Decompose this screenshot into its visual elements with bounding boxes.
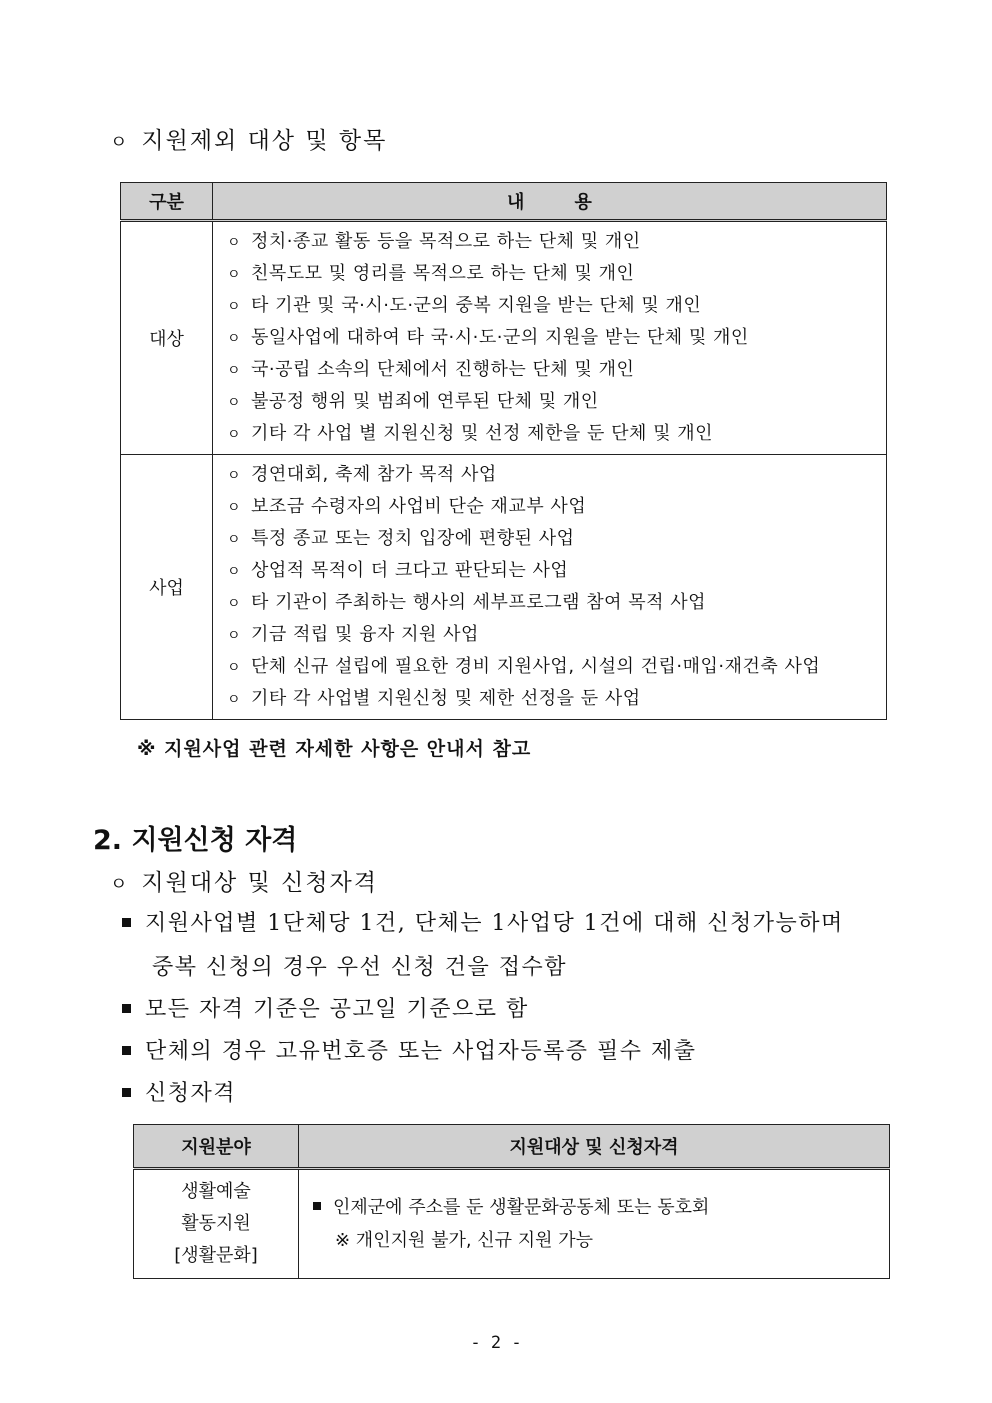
list-item: ㅇ 단체 신규 설립에 필요한 경비 지원사업, 시설의 건립·매입·재건축 사업: [227, 651, 886, 683]
list-item: ㅇ 불공정 행위 및 범죄에 연루된 단체 및 개인: [227, 386, 886, 418]
list-item: ㅇ 타 기관 및 국·시·도·군의 중복 지원을 받는 단체 및 개인: [227, 290, 886, 322]
section-title: 2. 지원신청 자격: [93, 825, 298, 856]
circle-bullet-icon: ㅇ: [227, 395, 242, 411]
table-row: [121, 455, 887, 720]
list-item: ㅇ 특정 종교 또는 정치 입장에 편향된 사업: [227, 523, 886, 555]
list-item: ㅇ 기타 각 사업별 지원신청 및 제한 선정을 둔 사업: [227, 683, 886, 715]
section-subheading: ㅇ 지원대상 및 신청자격: [110, 870, 378, 896]
exclusion-heading: ㅇ 지원제외 대상 및 항목: [110, 128, 388, 154]
circle-bullet-icon: ㅇ: [227, 235, 242, 251]
bullet-item: 모든 자격 기준은 공고일 기준으로 함: [122, 992, 529, 1023]
square-bullet-icon: [122, 918, 131, 927]
exclusion-table: [120, 182, 887, 720]
support-field: 생활예술 활동지원 [생활문화]: [134, 1169, 299, 1279]
list-item: ㅇ 국·공립 소속의 단체에서 진행하는 단체 및 개인: [227, 354, 886, 386]
column-header: 구분: [121, 183, 213, 221]
square-bullet-icon: [122, 1004, 131, 1013]
list-item: ㅇ 정치·종교 활동 등을 목적으로 하는 단체 및 개인: [227, 226, 886, 258]
list-item: ㅇ 보조금 수령자의 사업비 단순 재교부 사업: [227, 491, 886, 523]
circle-bullet-icon: ㅇ: [227, 299, 242, 315]
circle-bullet-icon: ㅇ: [227, 500, 242, 516]
table-row: [121, 221, 887, 455]
row-items: [213, 455, 887, 720]
circle-bullet-icon: ㅇ: [110, 874, 130, 895]
column-header: 내 용: [213, 183, 887, 221]
table-header-row: [121, 183, 887, 221]
row-category: 대상: [121, 221, 213, 455]
list-item: ㅇ 동일사업에 대하여 타 국·시·도·군의 지원을 받는 단체 및 개인: [227, 322, 886, 354]
square-bullet-icon: [122, 1046, 131, 1055]
reference-note: ※ 지원사업 관련 자세한 사항은 안내서 참고: [137, 738, 532, 760]
qualification-table: [133, 1124, 890, 1279]
table-header-row: [134, 1125, 890, 1169]
bullet-continuation: 중복 신청의 경우 우선 신청 건을 접수함: [152, 955, 567, 980]
circle-bullet-icon: ㅇ: [110, 132, 130, 153]
circle-bullet-icon: ㅇ: [227, 692, 242, 708]
circle-bullet-icon: ㅇ: [227, 596, 242, 612]
row-items: [213, 221, 887, 455]
list-item: ㅇ 기금 적립 및 융자 지원 사업: [227, 619, 886, 651]
bullet-item: 지원사업별 1단체당 1건, 단체는 1사업당 1건에 대해 신청가능하며: [122, 906, 844, 937]
circle-bullet-icon: ㅇ: [227, 267, 242, 283]
row-category: 사업: [121, 455, 213, 720]
square-bullet-icon: [122, 1088, 131, 1097]
list-item: ㅇ 기타 각 사업 별 지원신청 및 선정 제한을 둔 단체 및 개인: [227, 418, 886, 450]
qualification-cell: [299, 1169, 890, 1279]
circle-bullet-icon: ㅇ: [227, 468, 242, 484]
bullet-item: 단체의 경우 고유번호증 또는 사업자등록증 필수 제출: [122, 1034, 697, 1065]
column-header: 지원분야: [134, 1125, 299, 1169]
bullet-item: 신청자격: [122, 1076, 236, 1107]
circle-bullet-icon: ㅇ: [227, 427, 242, 443]
circle-bullet-icon: ㅇ: [227, 628, 242, 644]
list-item: ㅇ 타 기관이 주최하는 행사의 세부프로그램 참여 목적 사업: [227, 587, 886, 619]
list-item: ㅇ 상업적 목적이 더 크다고 판단되는 사업: [227, 555, 886, 587]
list-item: ㅇ 친목도모 및 영리를 목적으로 하는 단체 및 개인: [227, 258, 886, 290]
qualification-item: 인제군에 주소를 둔 생활문화공동체 또는 동호회: [313, 1191, 888, 1224]
circle-bullet-icon: ㅇ: [227, 363, 242, 379]
qualification-note: ※ 개인지원 불가, 신규 지원 가능: [335, 1230, 594, 1251]
list-item: ㅇ 경연대회, 축제 참가 목적 사업: [227, 459, 886, 491]
page-number: - 2 -: [470, 1333, 522, 1353]
circle-bullet-icon: ㅇ: [227, 564, 242, 580]
circle-bullet-icon: ㅇ: [227, 660, 242, 676]
table-row: [134, 1169, 890, 1279]
column-header: 지원대상 및 신청자격: [299, 1125, 890, 1169]
circle-bullet-icon: ㅇ: [227, 331, 242, 347]
square-bullet-icon: [313, 1202, 321, 1210]
circle-bullet-icon: ㅇ: [227, 532, 242, 548]
